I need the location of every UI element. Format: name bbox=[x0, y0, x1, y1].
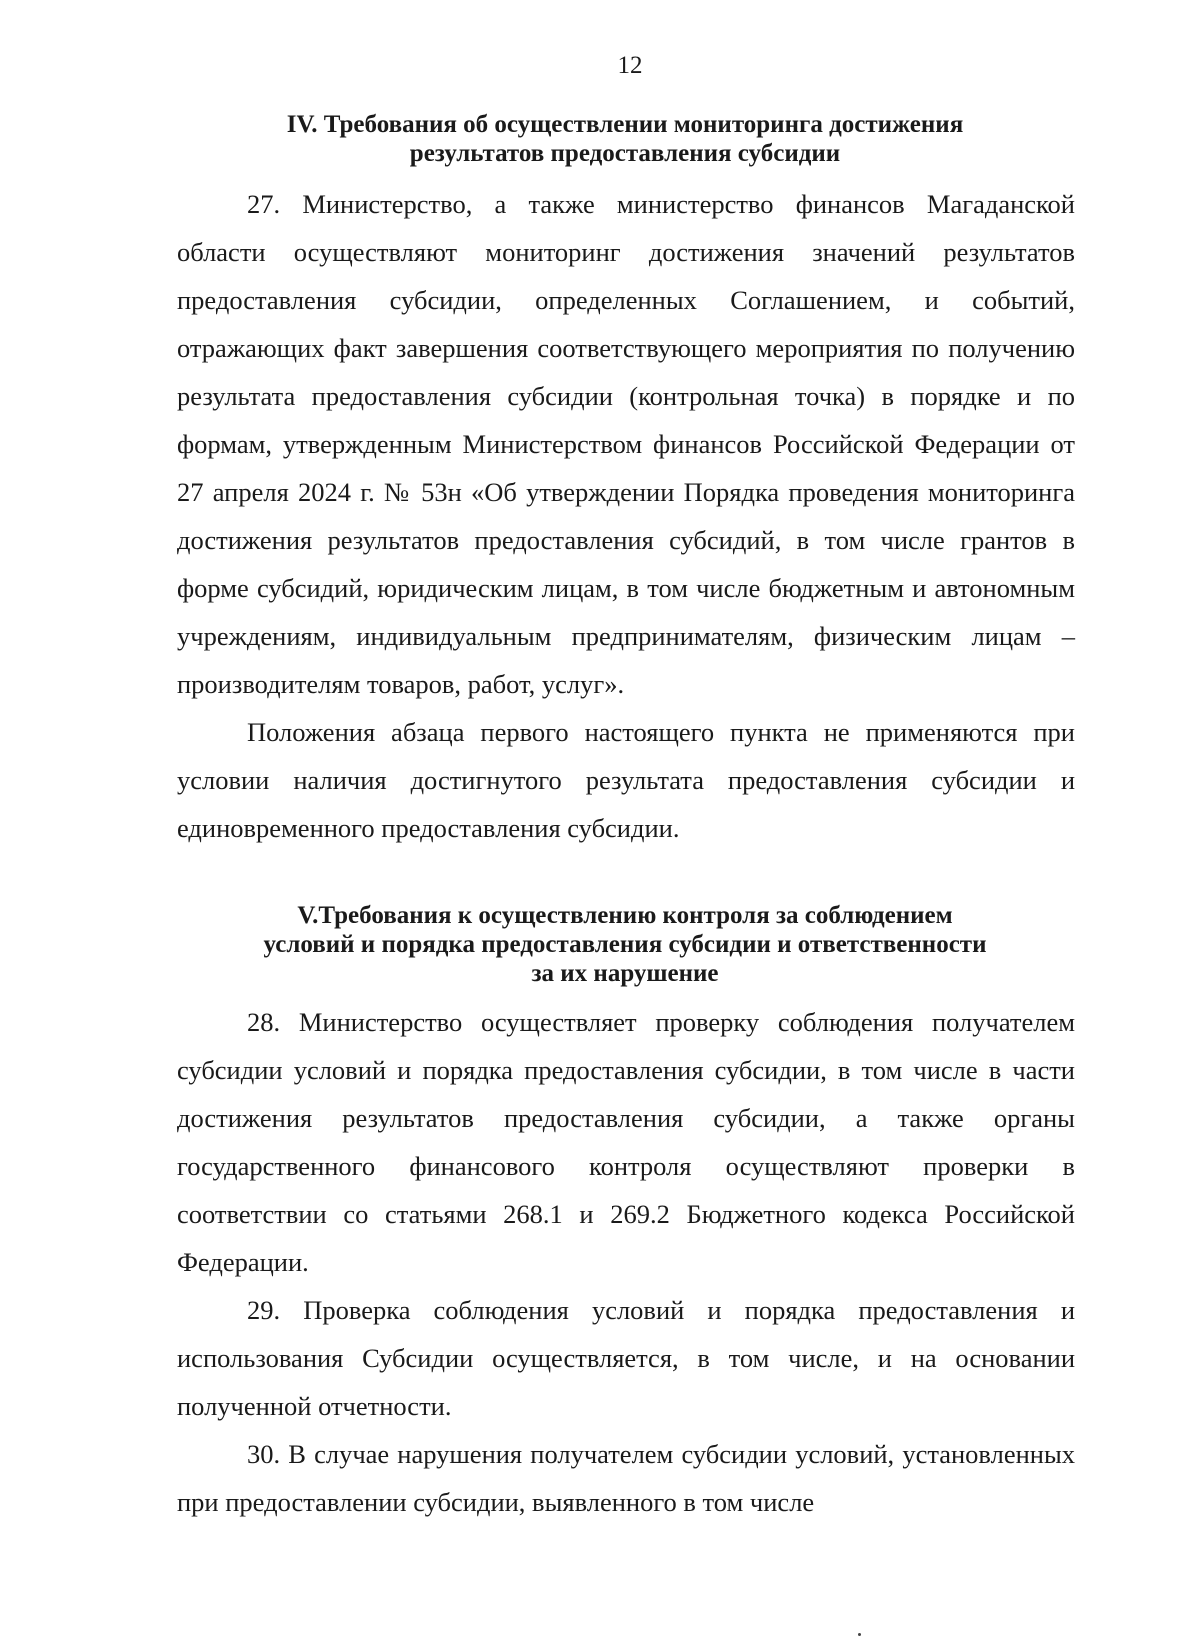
paragraph-29: 29. Проверка соблюдения условий и порядка предоставления и использования Субсидии осуществляется, в том числе, и на основании полученной отчетности. bbox=[177, 1295, 1075, 1421]
section-4-body bbox=[177, 180, 1075, 852]
section-5-body bbox=[177, 998, 1075, 1526]
section-5-heading-line-1: V.Требования к осуществлению контроля за соблюдением bbox=[297, 902, 953, 929]
paragraph-27: 27. Министерство, а также министерство финансов Магаданской области осуществляют мониторинг достижения значений результатов предоставления субсидии, определенных Соглашением, и событий, отражающих факт завершения соответствующего мероприятия по получению результата предоставления субсидии (контрольная точка) в порядке и по формам, утвержденным Министерством финансов Российской Федерации от 27 апреля 2024 г. № 53н «Об утверждении Порядка проведения мониторинга достижения результатов предоставления субсидий, в том числе грантов в форме субсидий, юридическим лицам, в том числе бюджетным и автономным учреждениям, индивидуальным предпринимателям, физическим лицам – производителям товаров, работ, услуг». bbox=[177, 189, 1075, 699]
page-number: 12 bbox=[617, 52, 643, 79]
paragraph-30: 30. В случае нарушения получателем субсидии условий, установленных при предоставлении субсидии, выявленного в том числе bbox=[177, 1439, 1075, 1517]
section-4-heading-line-2: результатов предоставления субсидии bbox=[409, 140, 841, 167]
paragraph-27-second: Положения абзаца первого настоящего пункта не применяются при условии наличия достигнутого результата предоставления субсидии и единовременного предоставления субсидии. bbox=[177, 717, 1075, 843]
section-4-heading-line-1: IV. Требования об осуществлении мониторинга достижения bbox=[286, 111, 964, 138]
scan-speck bbox=[858, 1633, 861, 1636]
section-4-heading bbox=[170, 110, 1080, 168]
paragraph-28: 28. Министерство осуществляет проверку соблюдения получателем субсидии условий и порядка предоставления субсидии, в том числе в части достижения результатов предоставления субсидии, а также органы государственного финансового контроля осуществляют проверки в соответствии со статьями 268.1 и 269.2 Бюджетного кодекса Российской Федерации. bbox=[177, 1007, 1075, 1277]
section-5-heading-line-3: за их нарушение bbox=[531, 960, 719, 987]
section-5-heading-line-2: условий и порядка предоставления субсидии и ответственности bbox=[263, 931, 987, 958]
section-5-heading bbox=[170, 901, 1080, 988]
